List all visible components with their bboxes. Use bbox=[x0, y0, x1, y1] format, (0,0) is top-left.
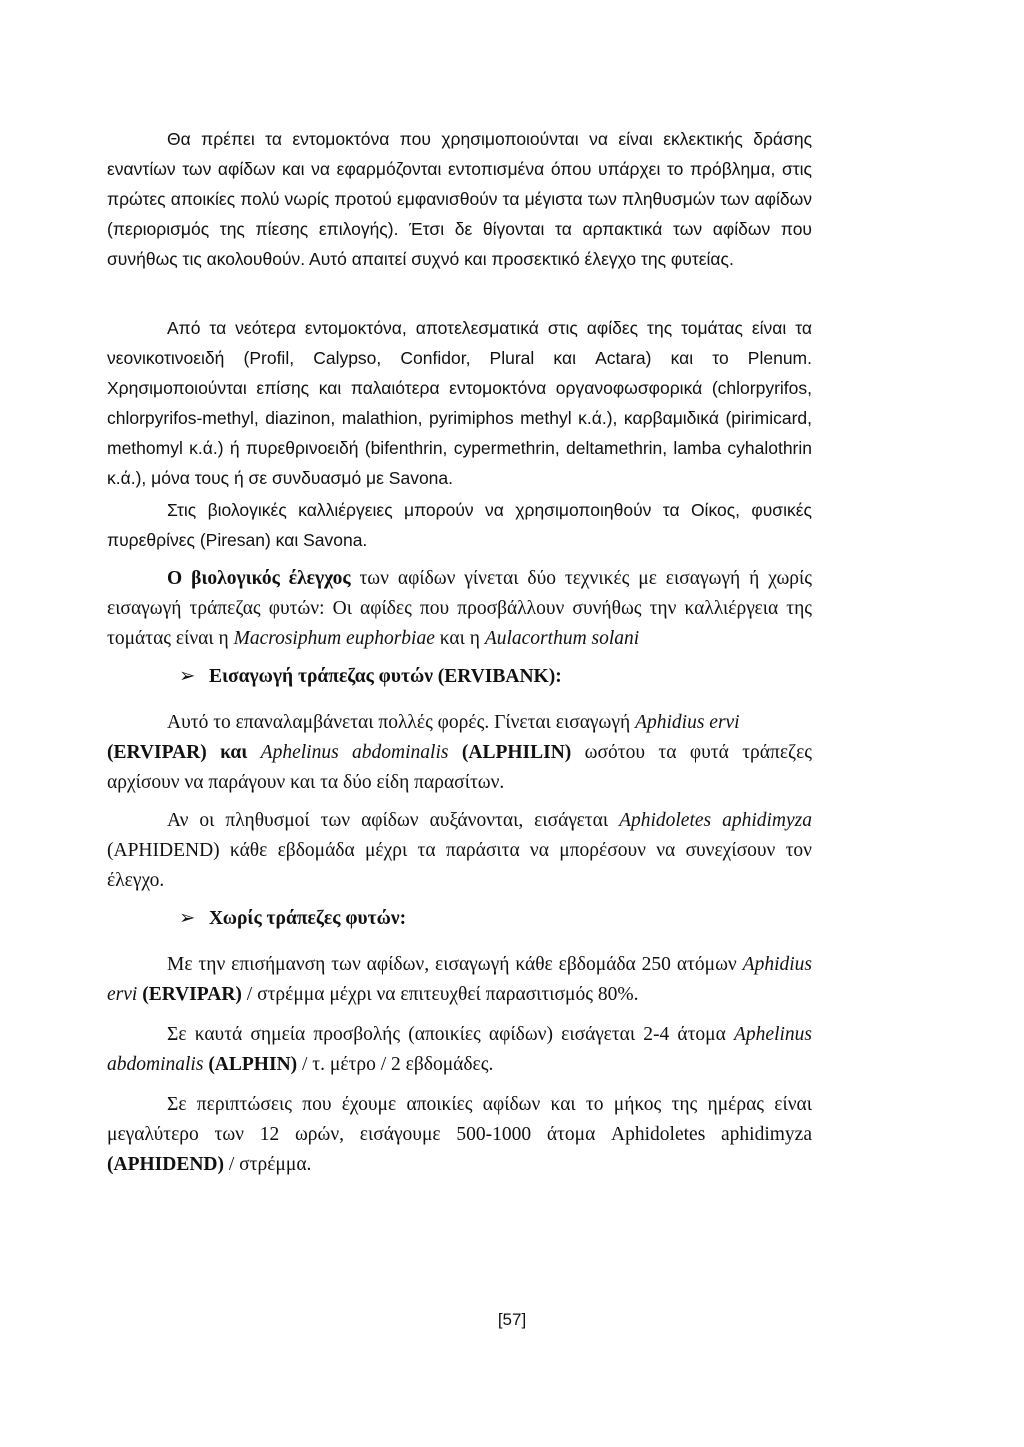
text: / στρέμμα. bbox=[224, 1154, 312, 1175]
species-name: Aphidius ervi bbox=[635, 712, 740, 733]
paragraph-ervipar bbox=[107, 950, 812, 1010]
product-name: (ALPHIN) bbox=[203, 1054, 298, 1075]
bullet-heading-with-bank bbox=[179, 662, 562, 692]
text: Με την επισήμανση των αφίδων, εισαγωγή κάθε εβδομάδα 250 ατόμων bbox=[167, 954, 743, 975]
bullet-label: Εισαγωγή τράπεζας φυτών (ERVIBANK): bbox=[209, 666, 562, 687]
paragraph-long-day bbox=[107, 1090, 812, 1180]
product-name: (APHIDEND) bbox=[107, 1154, 224, 1175]
text: Αυτό το επαναλαμβάνεται πολλές φορές. Γίνεται εισαγωγή bbox=[167, 712, 636, 733]
text: / τ. μέτρο / 2 εβδομάδες. bbox=[297, 1054, 494, 1075]
paragraph-insecticide-selectivity: Θα πρέπει τα εντομοκτόνα που χρησιμοποιούνται να είναι εκλεκτικής δράσης εναντίων των αφίδων και να εφαρμόζονται εντοπισμένα όπου υπάρχει το πρόβλημα, στις πρώτες αποικίες πολύ νωρίς προτού εμφανισθούν τα μέγιστα των πληθυσμών των αφίδων (περιορισμός της πίεσης επιλογής). Έτσι δε θίγονται τα αρπακτικά των αφίδων που συνήθως τις ακολουθούν. Αυτό απαιτεί συχνό και προσεκτικό έλεγχο της φυτείας. bbox=[107, 129, 812, 269]
paragraph-ervibank bbox=[107, 708, 812, 798]
bullet-label: Χωρίς τράπεζες φυτών: bbox=[209, 908, 407, 929]
paragraph-alphin bbox=[107, 1020, 812, 1080]
text: (APHIDEND) κάθε εβδομάδα μέχρι τα παράσιτα να μπορέσουν να συνεχίσουν τον έλεγχο. bbox=[107, 840, 812, 891]
text: ωσότου τα φυτά τράπεζες αρχίσουν να παράγουν και τα δύο είδη παρασίτων. bbox=[107, 742, 813, 793]
species-name: Aphelinus abdominalis bbox=[260, 742, 449, 763]
paragraph-biological-control bbox=[107, 564, 812, 654]
paragraph-aphidend bbox=[107, 806, 812, 896]
product-name: (ALPHILIN) bbox=[461, 742, 572, 763]
text: και η bbox=[434, 628, 485, 649]
species-name: Aphidoletes aphidimyza bbox=[619, 810, 812, 831]
text: Σε καυτά σημεία προσβολής (αποικίες αφίδων) εισάγεται 2-4 άτομα bbox=[167, 1024, 734, 1045]
bold-lead: Ο βιολογικός έλεγχος bbox=[167, 568, 351, 589]
arrow-bullet-icon: ➢ bbox=[179, 908, 196, 929]
paragraph-organic-crops: Στις βιολογικές καλλιέργειες μπορούν να χρησιμοποιηθούν τα Οίκος, φυσικές πυρεθρίνες (Piresan) και Savona. bbox=[107, 500, 812, 550]
product-name: (ERVIPAR) και bbox=[107, 742, 248, 763]
text: των αφίδων γίνεται δύο τεχνικές με εισαγωγή ή χωρίς εισαγωγή τράπεζας φυτών: Οι αφίδες που προσβάλλουν συνήθως την καλλιέργεια της τομάτας είναι η bbox=[107, 568, 812, 649]
text: Αν οι πληθυσμοί των αφίδων αυξάνονται, εισάγεται bbox=[167, 810, 620, 831]
species-name: Aphelinus abdominalis bbox=[107, 1024, 812, 1075]
bullet-heading-without-bank bbox=[179, 904, 406, 934]
page-number: [57] bbox=[497, 1310, 527, 1329]
species-name: Macrosiphum euphorbiae bbox=[233, 628, 435, 649]
text: Σε περιπτώσεις που έχουμε αποικίες αφίδων και το μήκος της ημέρας είναι μεγαλύτερο των 12 ωρών, εισάγουμε 500-1000 άτομα Aphidoletes aphidimyza bbox=[107, 1094, 812, 1145]
product-name: (ERVIPAR) bbox=[137, 984, 242, 1005]
species-name: Aphidius ervi bbox=[107, 954, 812, 1005]
paragraph-new-insecticides: Από τα νεότερα εντομοκτόνα, αποτελεσματικά στις αφίδες της τομάτας είναι τα νεονικοτινοειδή (Profil, Calypso, Confidor, Plural και Actara) και το Plenum. Χρησιμοποιούνται επίσης και παλαιότερα εντομοκτόνα οργανοφωσφορικά (chlorpyrifos, chlorpyrifos-methyl, diazinon, malathion, pyrimiphos methyl κ.ά.), καρβαμιδικά (pirimicard, methomyl κ.ά.) ή πυρεθρινοειδή (bifenthrin, cypermethrin, deltamethrin, lamba cyhalothrin κ.ά.), μόνα τους ή σε συνδυασμό με Savona. bbox=[107, 318, 812, 488]
arrow-bullet-icon: ➢ bbox=[179, 666, 196, 687]
species-name: Aulacorthum solani bbox=[484, 628, 640, 649]
text: / στρέμμα μέχρι να επιτευχθεί παρασιτισμός 80%. bbox=[241, 984, 639, 1005]
